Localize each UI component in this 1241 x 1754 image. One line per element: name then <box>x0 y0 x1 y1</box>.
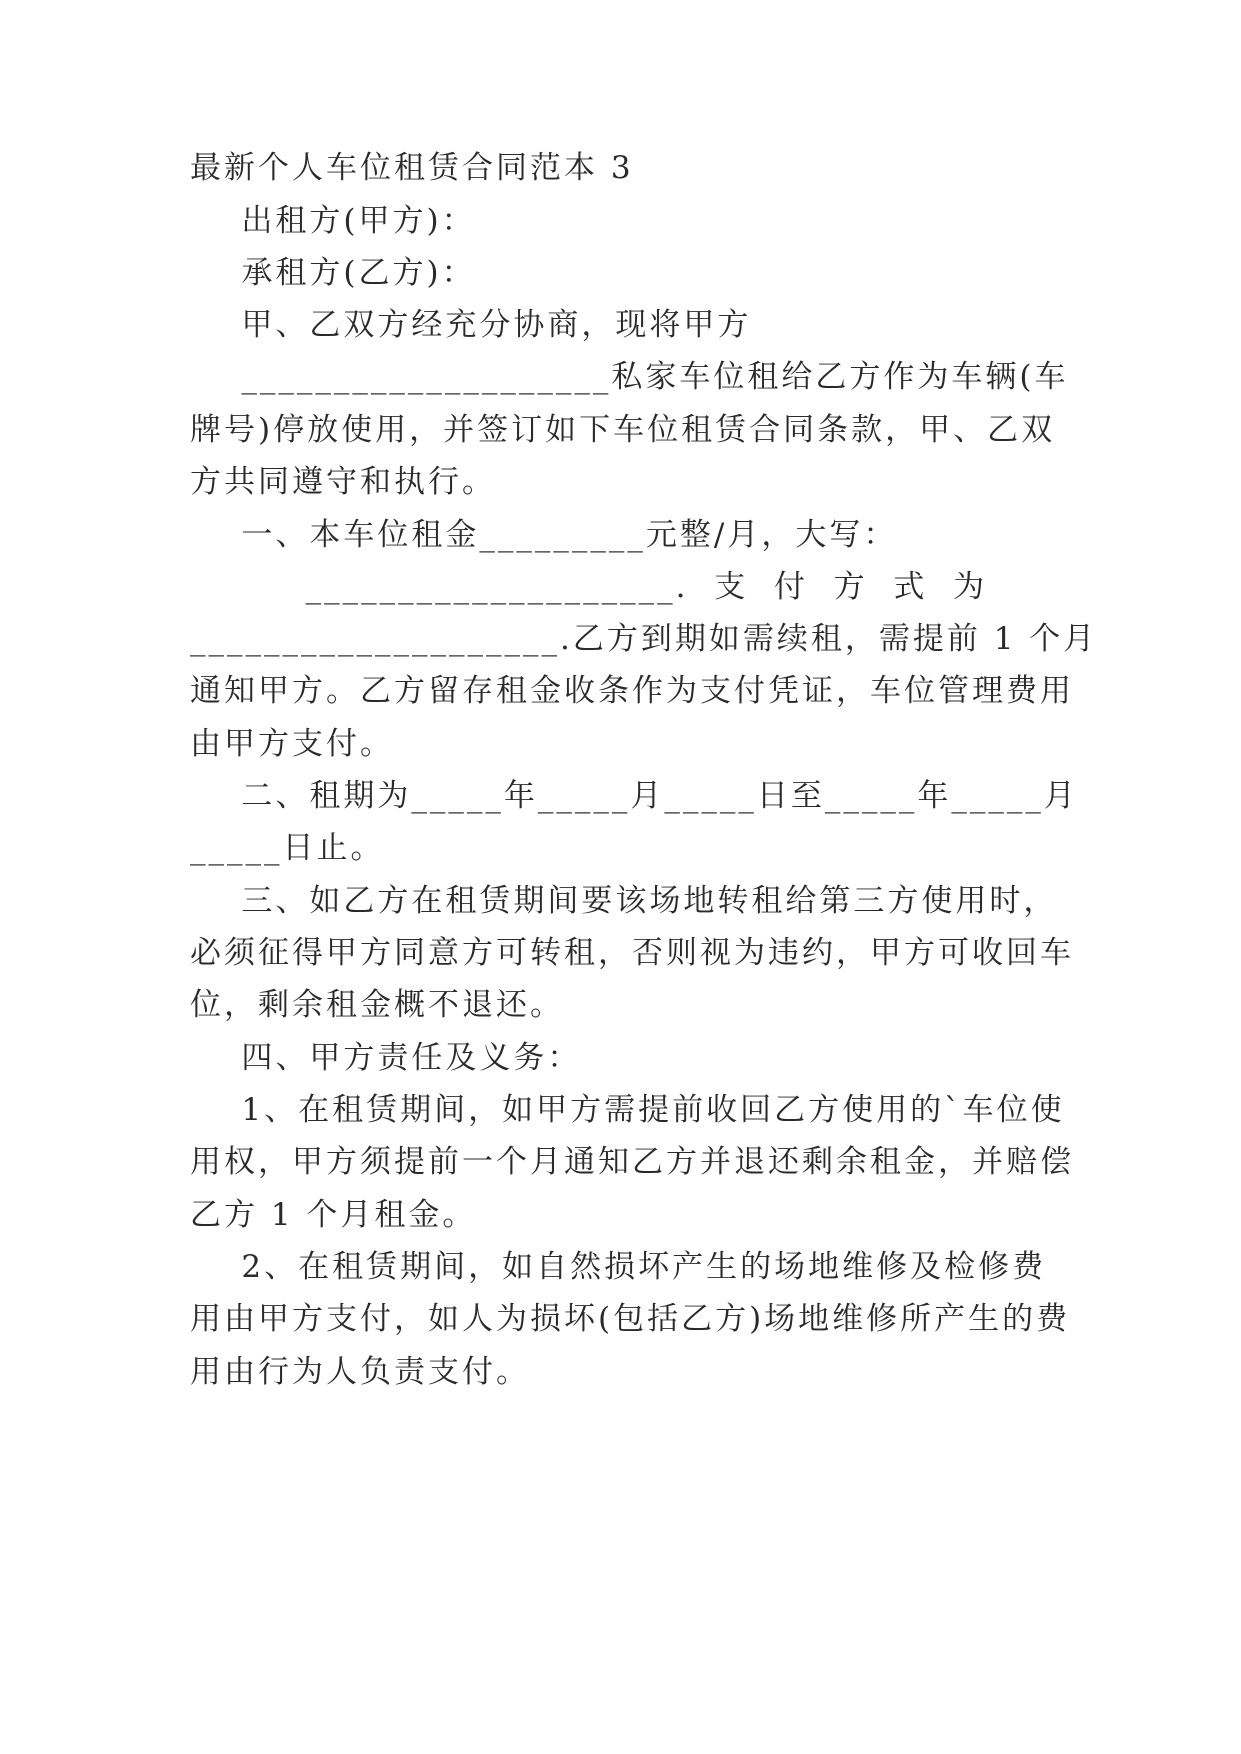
clause-2-line: 二、租期为_____年_____月_____日至_____年_____月 <box>190 778 1078 814</box>
clause-4-item-2-line: 2、在租赁期间，如自然损坏产生的场地维修及检修费 <box>190 1249 1047 1285</box>
lessee-line: 承租方(乙方)： <box>190 255 476 291</box>
clause-1-line: 由甲方支付。 <box>190 726 394 762</box>
body-line: 方共同遵守和执行。 <box>190 464 496 500</box>
clause-3-line: 必须征得甲方同意方可转租，否则视为违约，甲方可收回车 <box>190 935 1074 971</box>
clause-1-line: ____________________. 支 付 方 式 为 <box>190 569 988 605</box>
clause-3-line: 三、如乙方在租赁期间要该场地转租给第三方使用时， <box>190 883 1058 919</box>
clause-4-item-1-line: 用权，甲方须提前一个月通知乙方并退还剩余租金，并赔偿 <box>190 1144 1074 1180</box>
clause-3-line: 位，剩余租金概不退还。 <box>190 987 564 1023</box>
body-line: 甲、乙双方经充分协商，现将甲方 <box>190 307 752 343</box>
clause-4-item-2-line: 用由行为人负责支付。 <box>190 1354 530 1390</box>
clause-4-item-1-line: 乙方 1 个月租金。 <box>190 1197 477 1233</box>
clause-4-item-2-line: 用由甲方支付，如人为损坏(包括乙方)场地维修所产生的费 <box>190 1301 1071 1337</box>
lessor-line: 出租方(甲方)： <box>190 203 476 239</box>
body-line: 牌号)停放使用，并签订如下车位租赁合同条款，甲、乙双 <box>190 412 1056 448</box>
document-title: 最新个人车位租赁合同范本 3 <box>190 150 634 186</box>
clause-1-line: ____________________.乙方到期如需续租，需提前 1 个月 <box>190 621 1098 657</box>
clause-2-line: _____日止。 <box>190 830 385 866</box>
clause-1-line: 通知甲方。乙方留存租金收条作为支付凭证，车位管理费用 <box>190 673 1074 709</box>
body-line: ____________________私家车位租给乙方作为车辆(车 <box>190 359 1069 395</box>
clause-1-line: 一、本车位租金_________元整/月，大写： <box>190 517 898 553</box>
clause-4-heading: 四、甲方责任及义务： <box>190 1040 582 1076</box>
clause-4-item-1-line: 1、在租赁期间，如甲方需提前收回乙方使用的`车位使 <box>190 1092 1065 1128</box>
